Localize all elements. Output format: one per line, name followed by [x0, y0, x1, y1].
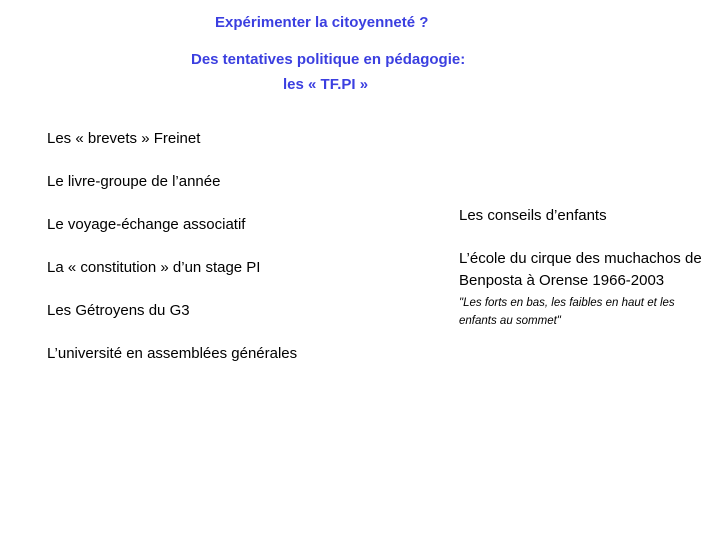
- quote-text: "Les forts en bas, les faibles en haut et les enfants au sommet": [459, 297, 675, 327]
- right-list: [459, 205, 709, 330]
- list-item: La « constitution » d’un stage PI: [47, 259, 261, 276]
- list-item: Les « brevets » Freinet: [47, 130, 201, 147]
- left-list: [47, 128, 377, 365]
- list-item: L’université en assemblées générales: [47, 345, 298, 362]
- title-line-2: Des tentatives politique en pédagogie:: [191, 51, 466, 68]
- list-item: L’école du cirque des muchachos de Benposta à Orense 1966-2003: [459, 250, 702, 289]
- list-item: Les conseils d’enfants: [459, 207, 607, 224]
- title-line-1: Expérimenter la citoyenneté ?: [215, 14, 429, 31]
- list-item: Le voyage-échange associatif: [47, 216, 246, 233]
- list-item: Les Gétroyens du G3: [47, 302, 190, 319]
- title-line-3: les « TF.PI »: [283, 76, 369, 93]
- list-item: Le livre-groupe de l’année: [47, 173, 221, 190]
